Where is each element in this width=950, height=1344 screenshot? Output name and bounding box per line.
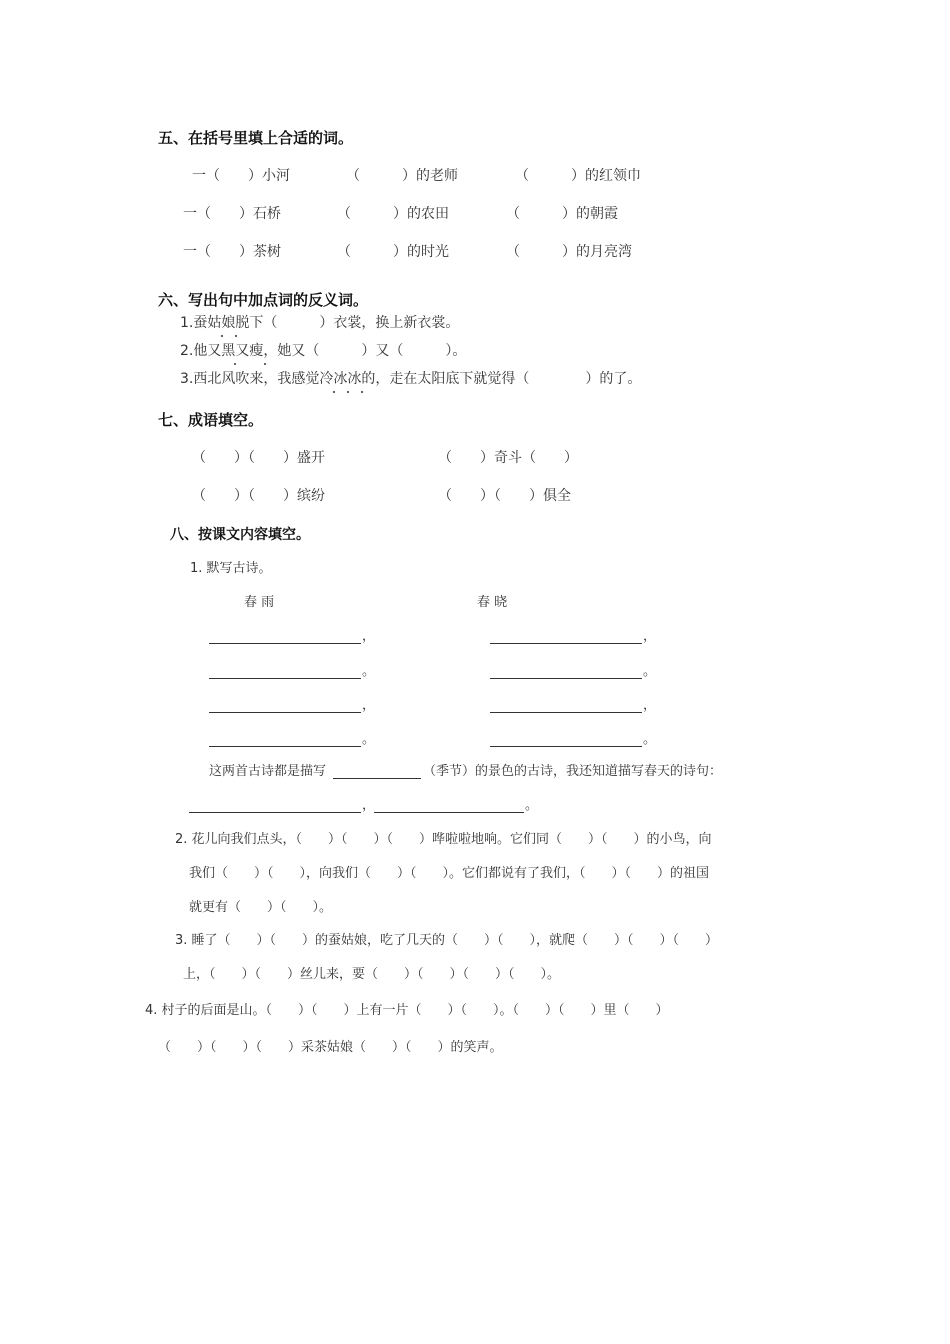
answer-line[interactable]	[209, 643, 361, 644]
sec5-row3-col1: 一（ ）茶树	[183, 244, 281, 260]
section-6-heading: 六、写出句中加点词的反义词。	[158, 291, 369, 309]
sec5-row1-col3: （ ）的红领巾	[515, 168, 641, 184]
answer-line[interactable]	[490, 678, 642, 679]
sec7-row2-col2: （ ）（ ）俱全	[438, 488, 571, 504]
sec6-item-3: 3.西北风吹来，我感觉冷冰冰的，走在太阳底下就觉得（ ）的了。	[180, 371, 642, 387]
line-punct: 。	[362, 664, 376, 679]
emphasis-dot	[361, 391, 363, 393]
line-punct: 。	[643, 732, 657, 747]
answer-line[interactable]	[209, 746, 361, 747]
line-punct: 。	[643, 664, 657, 679]
q1-label: 1. 默写古诗。	[190, 561, 272, 576]
line-punct: 。	[362, 732, 376, 747]
season-answer-line[interactable]	[333, 778, 421, 779]
answer-line[interactable]	[490, 746, 642, 747]
sec7-row2-col1: （ ）（ ）缤纷	[192, 488, 325, 504]
answer-line[interactable]	[490, 643, 642, 644]
section-5-heading: 五、在括号里填上合适的词。	[158, 129, 354, 147]
section-7-heading: 七、成语填空。	[158, 411, 264, 429]
sec5-row1-col2: （ ）的老师	[346, 168, 458, 184]
sec7-row1-col1: （ ）（ ）盛开	[192, 450, 325, 466]
answer-line[interactable]	[209, 678, 361, 679]
emphasis-dot	[333, 391, 335, 393]
sec5-row3-col2: （ ）的时光	[337, 244, 449, 260]
recall-answer-line[interactable]	[374, 812, 524, 813]
sec6-item-1: 1.蚕姑娘脱下（ ）衣裳，换上新衣裳。	[180, 315, 460, 331]
emphasis-dot	[235, 335, 237, 337]
sec6-item-2: 2.他又黑又瘦，她又（ ）又（ ）。	[180, 343, 467, 359]
q3-line-2: 上，（ ）（ ）丝儿来，要（ ）（ ）（ ）（ ）。	[183, 967, 561, 982]
q2-line-1: 2. 花儿向我们点头，（ ）（ ）（ ）哗啦啦地响。它们同（ ）（ ）的小鸟，向	[175, 832, 712, 847]
section-8-heading: 八、按课文内容填空。	[170, 527, 310, 543]
sec7-row1-col2: （ ）奇斗（ ）	[438, 450, 578, 466]
line-punct: ，	[362, 698, 376, 713]
season-text-1: 这两首古诗都是描写	[209, 764, 327, 779]
answer-line[interactable]	[209, 712, 361, 713]
answer-line[interactable]	[490, 712, 642, 713]
poem2-title: 春 晓	[477, 595, 508, 610]
season-text-2: （季节）的景色的古诗，我还知道描写春天的诗句：	[423, 764, 723, 779]
sec5-row2-col3: （ ）的朝霞	[506, 206, 618, 222]
recall-punct-1: ，	[362, 798, 376, 813]
line-punct: ，	[362, 629, 376, 644]
line-punct: ，	[643, 698, 657, 713]
sec5-row2-col1: 一（ ）石桥	[183, 206, 281, 222]
emphasis-dot	[234, 363, 236, 365]
recall-answer-line[interactable]	[189, 812, 361, 813]
q2-line-3: 就更有（ ）（ ）。	[189, 900, 333, 915]
sec5-row1-col1: 一（ ）小河	[192, 168, 290, 184]
emphasis-dot	[347, 391, 349, 393]
poem1-title: 春 雨	[244, 595, 275, 610]
sec5-row2-col2: （ ）的农田	[337, 206, 449, 222]
sec5-row3-col3: （ ）的月亮湾	[506, 244, 632, 260]
q2-line-2: 我们（ ）（ ），向我们（ ）（ ）。它们都说有了我们，（ ）（ ）的祖国	[189, 866, 710, 881]
line-punct: ，	[643, 629, 657, 644]
q4-line-1: 4. 村子的后面是山。（ ）（ ）上有一片（ ）（ ）。（ ）（ ）里（ ）	[145, 1003, 669, 1018]
emphasis-dot	[221, 335, 223, 337]
q4-line-2: （ ）（ ）（ ）采茶姑娘（ ）（ ）的笑声。	[158, 1040, 503, 1055]
recall-punct-2: 。	[525, 798, 539, 813]
q3-line-1: 3. 睡了（ ）（ ）的蚕姑娘，吃了几天的（ ）（ ），就爬（ ）（ ）（ ）	[175, 933, 719, 948]
emphasis-dot	[264, 363, 266, 365]
